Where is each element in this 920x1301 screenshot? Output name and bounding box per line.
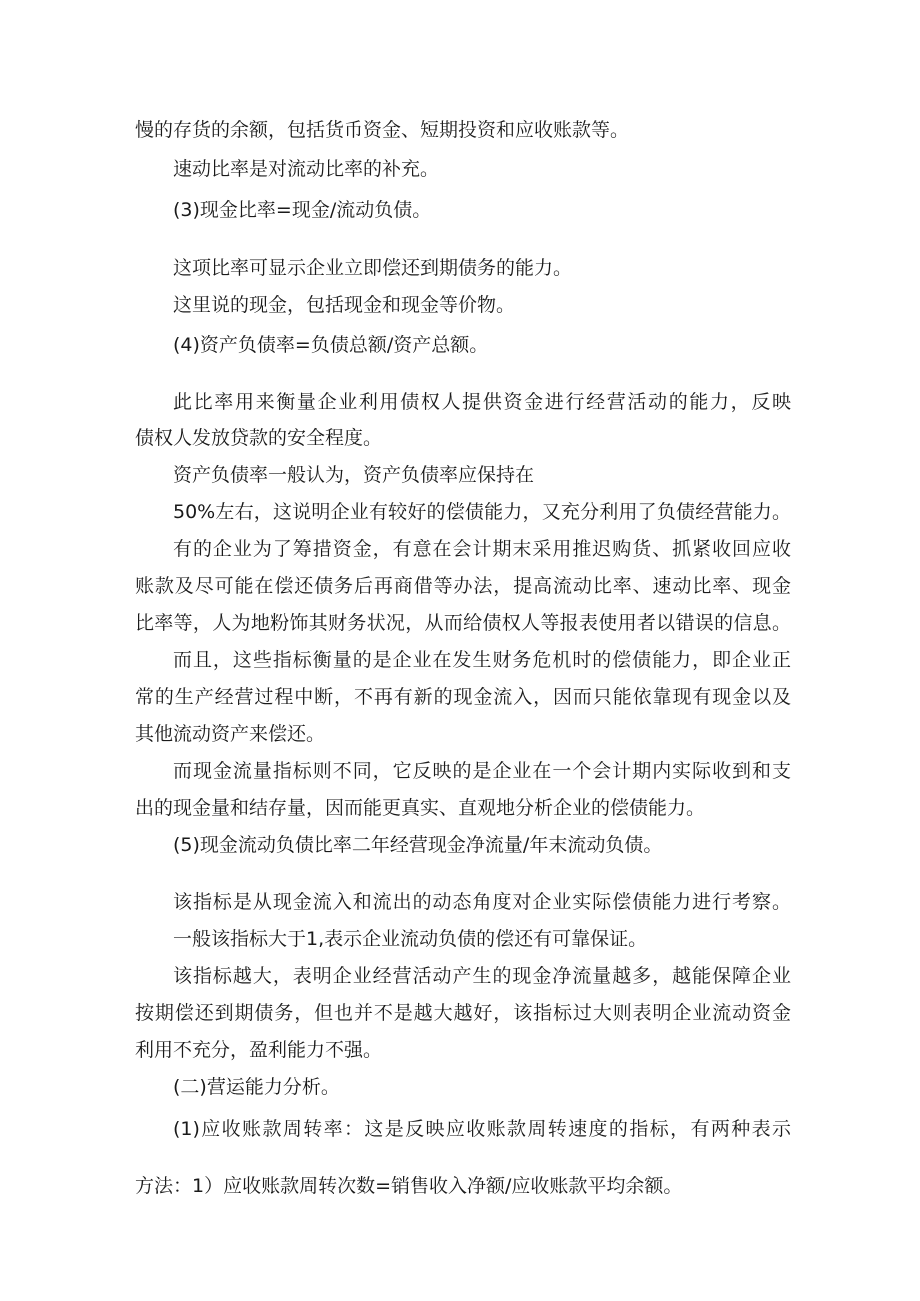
text-line: 按期偿还到期债务，但也并不是越大越好，该指标过大则表明企业流动资金	[135, 1002, 791, 1024]
text-line: 一般该指标大于1,表示企业流动负债的偿还有可靠保证。	[173, 928, 648, 950]
text-line: 该指标越大，表明企业经营活动产生的现金净流量越多，越能保障企业	[173, 965, 791, 987]
text-line: 而且，这些指标衡量的是企业在发生财务危机时的偿债能力，即企业正	[173, 649, 791, 671]
text-line: (5)现金流动负债比率二年经营现金净流量/年末流动负债。	[173, 834, 663, 856]
text-line: (1)应收账款周转率：这是反映应收账款周转速度的指标，有两种表示	[173, 1118, 791, 1140]
text-line: 50%左右，这说明企业有较好的偿债能力，又充分利用了负债经营能力。	[173, 501, 791, 523]
text-line: (二)营运能力分析。	[173, 1076, 340, 1098]
text-line: 速动比率是对流动比率的补充。	[173, 158, 440, 180]
text-line: 账款及尽可能在偿还债务后再商借等办法，提高流动比率、速动比率、现金	[135, 575, 791, 597]
text-line: (4)资产负债率=负债总额/资产总额。	[173, 334, 489, 356]
text-line: 慢的存货的余额，包括货币资金、短期投资和应收账款等。	[135, 119, 630, 141]
text-line: 其他流动资产来偿还。	[135, 723, 326, 745]
text-line: 这里说的现金，包括现金和现金等价物。	[173, 294, 516, 316]
text-line: 有的企业为了筹措资金，有意在会计期末采用推迟购货、抓紧收回应收	[173, 538, 791, 560]
text-line: 此比率用来衡量企业利用债权人提供资金进行经营活动的能力，反映	[173, 391, 791, 413]
text-line: 比率等，人为地粉饰其财务状况，从而给债权人等报表使用者以错误的信息。	[135, 612, 791, 634]
text-line: 资产负债率一般认为，资产负债率应保持在	[173, 464, 535, 486]
text-line: 常的生产经营过程中断，不再有新的现金流入，因而只能依靠现有现金以及	[135, 686, 791, 708]
text-line: (3)现金比率=现金/流动负债。	[173, 199, 432, 221]
text-line: 而现金流量指标则不同，它反映的是企业在一个会计期内实际收到和支	[173, 760, 791, 782]
text-line: 这项比率可显示企业立即偿还到期债务的能力。	[173, 257, 573, 279]
text-line: 债权人发放贷款的安全程度。	[135, 427, 383, 449]
text-line: 出的现金量和结存量，因而能更真实、直观地分析企业的偿债能力。	[135, 797, 706, 819]
text-line: 利用不充分，盈利能力不强。	[135, 1039, 383, 1061]
text-line: 该指标是从现金流入和流出的动态角度对企业实际偿债能力进行考察。	[173, 891, 791, 913]
text-line: 方法：1）应收账款周转次数=销售收入净额/应收账款平均余额。	[135, 1175, 683, 1197]
